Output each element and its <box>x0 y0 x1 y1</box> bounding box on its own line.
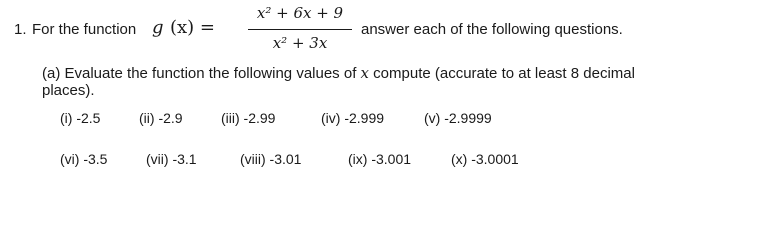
value-label: (vii) <box>146 151 169 167</box>
value-number: -2.5 <box>76 110 101 126</box>
value-item <box>240 151 301 167</box>
value-label: (viii) <box>240 151 266 167</box>
value-label: (v) <box>424 110 441 126</box>
problem-tail-text: answer each of the following questions. <box>361 21 623 38</box>
problem-lead-text: For the function <box>32 21 137 38</box>
value-number: -3.0001 <box>471 151 519 167</box>
value-label: (vi) <box>60 151 80 167</box>
part-a-text-after-variable: compute (accurate to at least 8 decimal <box>373 65 635 82</box>
function-argument: (x) = <box>170 17 215 38</box>
part-a-instruction-line2: places). <box>42 82 95 99</box>
value-item <box>321 110 384 126</box>
value-number: -3.1 <box>172 151 197 167</box>
value-number: -2.999 <box>344 110 385 126</box>
value-number: -3.001 <box>371 151 412 167</box>
value-number: -2.9 <box>158 110 183 126</box>
problem-number: 1. <box>14 21 27 38</box>
fraction-numerator: x² + 6x + 9 <box>256 4 344 22</box>
value-item <box>348 151 411 167</box>
part-a-text-before-variable: (a) Evaluate the function the following values of <box>42 65 357 82</box>
value-number: -2.99 <box>243 110 276 126</box>
value-label: (x) <box>451 151 468 167</box>
value-item <box>221 110 275 126</box>
value-item <box>451 151 519 167</box>
value-number: -3.01 <box>269 151 302 167</box>
value-item <box>146 151 197 167</box>
function-name: g <box>152 17 164 38</box>
fraction-denominator: x² + 3x <box>272 34 328 52</box>
value-number: -2.9999 <box>444 110 492 126</box>
part-a-instruction-line1 <box>42 64 635 82</box>
function-fraction <box>248 4 352 54</box>
part-a-variable: x <box>360 64 369 82</box>
value-label: (iii) <box>221 110 240 126</box>
value-item <box>424 110 492 126</box>
value-item <box>60 151 107 167</box>
value-label: (ix) <box>348 151 368 167</box>
fraction-bar <box>248 29 352 30</box>
value-label: (i) <box>60 110 73 126</box>
value-item <box>139 110 183 126</box>
value-label: (ii) <box>139 110 155 126</box>
value-label: (iv) <box>321 110 341 126</box>
value-number: -3.5 <box>83 151 108 167</box>
value-item <box>60 110 100 126</box>
